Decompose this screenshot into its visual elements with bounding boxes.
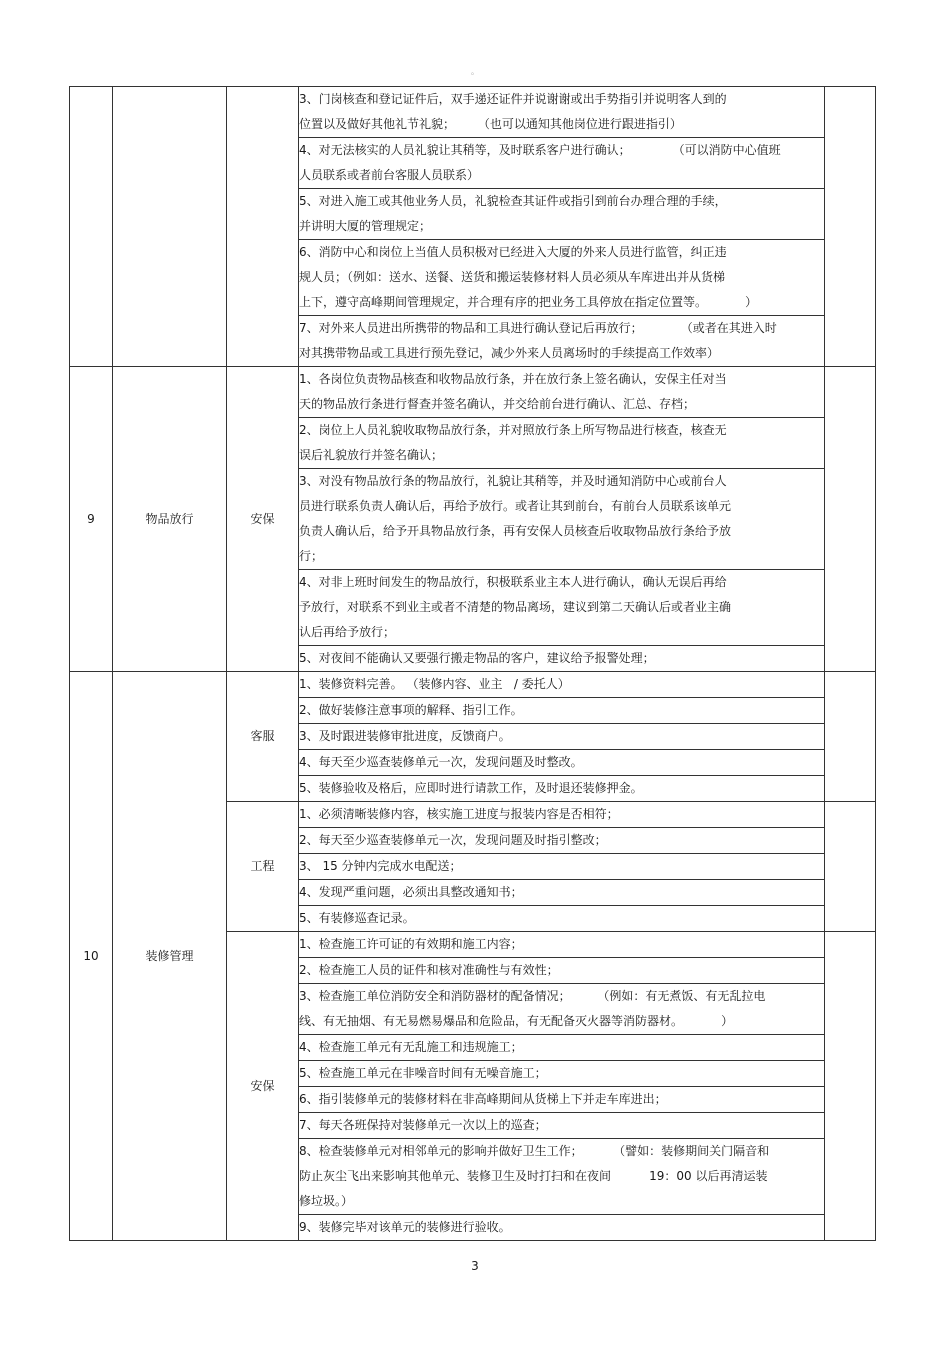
task-line: 负责人确认后，给予开具物品放行条，再有安保人员核查后收取物品放行条给予放 xyxy=(299,524,732,538)
row-number-cell xyxy=(70,87,113,367)
remarks-cell xyxy=(825,802,876,932)
task-line: 人员联系或者前台客服人员联系） xyxy=(299,168,480,182)
task-cell xyxy=(299,750,825,776)
task-line: 规人员；（例如：送水、送餐、送货和搬运装修材料人员必须从车库进出并从货梯 xyxy=(299,270,726,284)
table-row xyxy=(70,87,876,138)
task-line: 天的物品放行条进行督查并签名确认，并交给前台进行确认、汇总、存档； xyxy=(299,397,696,411)
task-line: 3、对没有物品放行条的物品放行，礼貌让其稍等，并及时通知消防中心或前台人 xyxy=(299,474,727,488)
task-line: 5、有装修巡查记录。 xyxy=(299,911,415,925)
task-line: 6、指引装修单元的装修材料在非高峰期间从货梯上下并走车库进出； xyxy=(299,1092,667,1106)
task-cell xyxy=(299,1087,825,1113)
task-line: 误后礼貌放行并签名确认； xyxy=(299,448,444,462)
task-line: 员进行联系负责人确认后，再给予放行。或者让其到前台，有前台人员联系该单元 xyxy=(299,499,732,513)
task-line: 线、有无抽烟、有无易燃易爆品和危险品，有无配备灭火器等消防器材。 ） xyxy=(299,1014,734,1028)
task-cell xyxy=(299,958,825,984)
row-title-cell: 物品放行 xyxy=(113,367,227,672)
remarks-cell xyxy=(825,87,876,367)
task-line: 认后再给予放行； xyxy=(299,625,396,639)
task-line: 1、装修资料完善。 （装修内容、业主 / 委托人） xyxy=(299,677,570,691)
task-cell xyxy=(299,570,825,646)
task-cell xyxy=(299,1113,825,1139)
task-cell xyxy=(299,776,825,802)
table-body xyxy=(70,87,876,1241)
task-line: 5、检查施工单元在非噪音时间有无噪音施工； xyxy=(299,1066,547,1080)
task-line: 7、对外来人员进出所携带的物品和工具进行确认登记后再放行； （或者在其进入时 xyxy=(299,321,777,335)
task-line: 3、 15 分钟内完成水电配送； xyxy=(299,859,462,873)
task-line: 对其携带物品或工具进行预先登记，减少外来人员离场时的手续提高工作效率） xyxy=(299,346,720,360)
task-line: 5、对进入施工或其他业务人员，礼貌检查其证件或指引到前台办理合理的手续， xyxy=(299,194,727,208)
task-line: 4、发现严重问题，必须出具整改通知书； xyxy=(299,885,523,899)
task-cell xyxy=(299,646,825,672)
remarks-cell xyxy=(825,672,876,802)
task-cell xyxy=(299,724,825,750)
task-line: 9、装修完毕对该单元的装修进行验收。 xyxy=(299,1220,511,1234)
task-line: 并讲明大厦的管理规定； xyxy=(299,219,432,233)
task-cell xyxy=(299,367,825,418)
task-line: 3、检查施工单位消防安全和消防器材的配备情况； （例如：有无煮饭、有无乱拉电 xyxy=(299,989,766,1003)
task-line: 4、对非上班时间发生的物品放行，积极联系业主本人进行确认，确认无误后再给 xyxy=(299,575,727,589)
task-line: 8、检查装修单元对相邻单元的影响并做好卫生工作； （譬如：装修期间关门隔音和 xyxy=(299,1144,770,1158)
remarks-cell xyxy=(825,932,876,1241)
task-cell xyxy=(299,1215,825,1241)
task-line: 位置以及做好其他礼节礼貌； （也可以通知其他岗位进行跟进指引） xyxy=(299,117,682,131)
task-line: 1、必须清晰装修内容，核实施工进度与报装内容是否相符； xyxy=(299,807,619,821)
task-cell xyxy=(299,854,825,880)
task-cell xyxy=(299,1061,825,1087)
task-line: 5、对夜间不能确认又要强行搬走物品的客户，建议给予报警处理； xyxy=(299,651,655,665)
task-line: 3、及时跟进装修审批进度，反馈商户。 xyxy=(299,729,511,743)
task-cell xyxy=(299,932,825,958)
task-line: 1、各岗位负责物品核查和收物品放行条，并在放行条上签名确认，安保主任对当 xyxy=(299,372,727,386)
task-line: 行； xyxy=(299,549,324,563)
page-number: 3 xyxy=(471,1259,479,1273)
task-line: 2、每天至少巡查装修单元一次，发现问题及时指引整改； xyxy=(299,833,607,847)
table-row xyxy=(70,672,876,698)
department-cell: 安保 xyxy=(227,367,299,672)
task-line: 5、装修验收及格后，应即时进行请款工作，及时退还装修押金。 xyxy=(299,781,643,795)
task-line: 7、每天各班保持对装修单元一次以上的巡查； xyxy=(299,1118,547,1132)
task-line: 3、门岗核查和登记证件后，双手递还证件并说谢谢或出手势指引并说明客人到的 xyxy=(299,92,727,106)
task-cell xyxy=(299,138,825,189)
task-line: 上下，遵守高峰期间管理规定，并合理有序的把业务工具停放在指定位置等。 ） xyxy=(299,295,758,309)
row-number-cell: 10 xyxy=(70,672,113,1241)
department-cell: 安保 xyxy=(227,932,299,1241)
task-cell xyxy=(299,698,825,724)
task-line: 2、做好装修注意事项的解释、指引工作。 xyxy=(299,703,523,717)
management-table xyxy=(69,86,876,1241)
task-cell xyxy=(299,1139,825,1215)
task-cell xyxy=(299,316,825,367)
task-line: 4、每天至少巡查装修单元一次，发现问题及时整改。 xyxy=(299,755,583,769)
task-cell xyxy=(299,906,825,932)
task-line: 2、岗位上人员礼貌收取物品放行条，并对照放行条上所写物品进行核查，核查无 xyxy=(299,423,727,437)
task-line: 2、检查施工人员的证件和核对准确性与有效性； xyxy=(299,963,559,977)
task-cell xyxy=(299,880,825,906)
department-cell: 工程 xyxy=(227,802,299,932)
header-mark: 。 xyxy=(471,67,479,76)
task-cell xyxy=(299,672,825,698)
task-cell xyxy=(299,1035,825,1061)
task-cell xyxy=(299,240,825,316)
remarks-cell xyxy=(825,367,876,672)
task-cell xyxy=(299,802,825,828)
department-cell: 客服 xyxy=(227,672,299,802)
table-row xyxy=(70,367,876,418)
task-line: 6、消防中心和岗位上当值人员积极对已经进入大厦的外来人员进行监管，纠正违 xyxy=(299,245,727,259)
task-cell xyxy=(299,828,825,854)
department-cell xyxy=(227,87,299,367)
task-cell xyxy=(299,418,825,469)
row-title-cell: 装修管理 xyxy=(113,672,227,1241)
task-line: 予放行，对联系不到业主或者不清楚的物品离场，建议到第二天确认后或者业主确 xyxy=(299,600,732,614)
row-number-cell: 9 xyxy=(70,367,113,672)
task-line: 4、检查施工单元有无乱施工和违规施工； xyxy=(299,1040,523,1054)
task-line: 防止灰尘飞出来影响其他单元、装修卫生及时打扫和在夜间 19：00 以后再清运装 xyxy=(299,1169,768,1183)
task-line: 4、对无法核实的人员礼貌让其稍等，及时联系客户进行确认； （可以消防中心值班 xyxy=(299,143,781,157)
task-cell xyxy=(299,984,825,1035)
task-line: 1、检查施工许可证的有效期和施工内容； xyxy=(299,937,523,951)
task-cell xyxy=(299,469,825,570)
task-line: 修垃圾。） xyxy=(299,1194,354,1208)
task-cell xyxy=(299,87,825,138)
row-title-cell xyxy=(113,87,227,367)
task-cell xyxy=(299,189,825,240)
